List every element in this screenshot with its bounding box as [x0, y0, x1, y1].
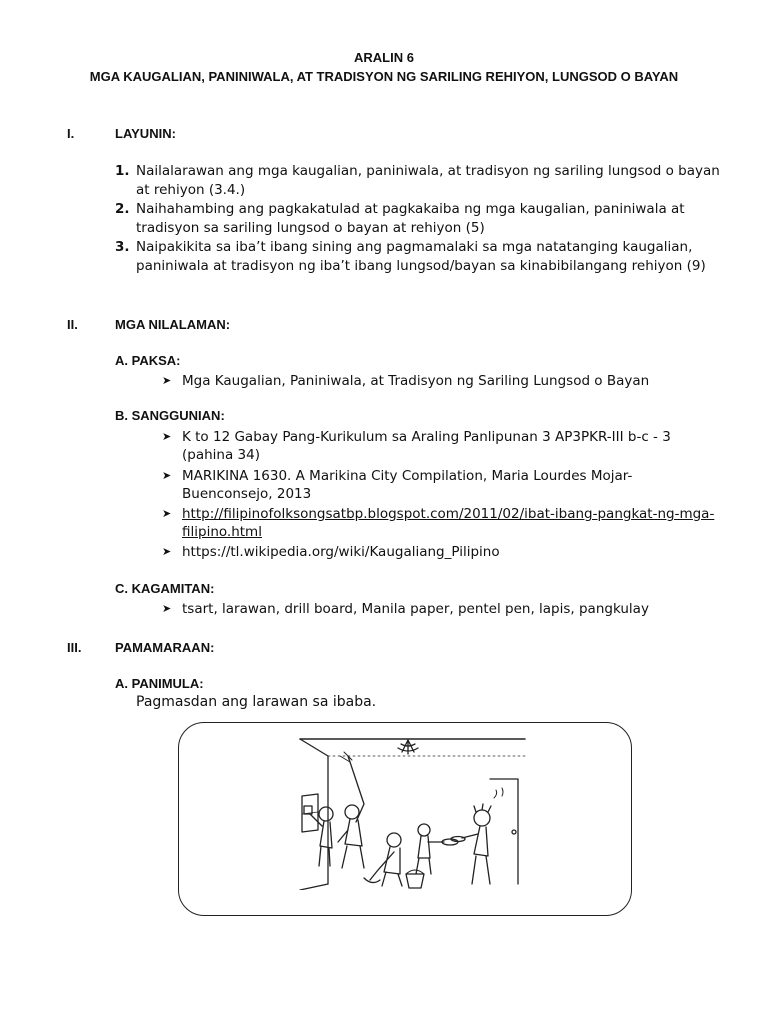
objective-text: Naipakikita sa iba’t ibang sining ang pagmamalaki sa mga natatanging kaugalian, paniniwala at tradisyon ng iba’t ibang lungsod/bayan sa kinabibilangang rehiyon (9) — [136, 239, 706, 274]
section-1-label: LAYUNIN: — [115, 126, 176, 141]
kagamitan-label: C. KAGAMITAN: — [115, 581, 215, 596]
panimula-instruction: Pagmasdan ang larawan sa ibaba. — [136, 694, 377, 710]
section-2-number: II. — [67, 317, 78, 332]
arrowhead-bullet-icon: ➤ — [162, 374, 172, 387]
lesson-title: MGA KAUGALIAN, PANINIWALA, AT TRADISYON NG SARILING REHIYON, LUNGSOD O BAYAN — [89, 69, 679, 84]
reference-link[interactable]: http://filipinofolksongsatbp.blogspot.com/2011/02/ibat-ibang-pangkat-ng-mga-filipino.html — [182, 506, 715, 540]
arrowhead-bullet-icon: ➤ — [162, 430, 172, 443]
objective-text: Naihahambing ang pagkakatulad at pagkakaiba ng mga kaugalian, paniniwala at tradisyon sa sariling lungsod o bayan at rehiyon (5) — [136, 201, 685, 236]
worksheet-page: ARALIN 6 MGA KAUGALIAN, PANINIWALA, AT TRADISYON NG SARILING REHIYON, LUNGSOD O BAYAN I. LAYUNIN: 1. Nailalarawan ang mga kaugalian, paniniwala, at tradisyon ng sariling lungsod o bayan at rehiyon (3.4.) 2. Naihahambing ang pagkakatulad at pagkakaiba ng mga kaugalian, paniniwala at tradisyon sa sariling lungsod o bayan at rehiyon (5) 3. Naipakikita sa iba’t ibang sining ang pagmamalaki sa mga natatanging kaugalian, paniniwala at tradisyon ng iba’t ibang lungsod/bayan sa kinabibilangang rehiyon (9) II. MGA NILALAMAN: A. PAKSA: ➤ Mga Kaugalian, Paniniwala, at Tradisyon ng Sariling Lungsod o Bayan B. SANGGUNIAN: ➤ K to 12 Gabay Pang-Kurikulum sa Araling Panlipunan 3 AP3PKR-III b-c - 3 (pahina 34) ➤ MARIKINA 1630. A Marikina City Compilation, Maria Lourdes Mojar-Buenconsejo, 2013 ➤ http://filipinofolksongsatbp.blogspot.com/2011/02/ibat-ibang-pangkat-ng-mga-filipino.html ➤ https://tl.wikipedia.org/wiki/Kaugaliang_Pilipino C. KAGAMITAN: ➤ tsart, larawan, drill board, Manila paper, pentel pen, lapis, pangkulay III. PAMAMARAAN: A. PANIMULA: Pagmasdan ang larawan sa ibaba. — [0, 0, 768, 1024]
section-2-label: MGA NILALAMAN: — [115, 317, 231, 332]
arrowhead-bullet-icon: ➤ — [162, 507, 172, 520]
objective-number: 1. — [115, 163, 130, 179]
section-3-label: PAMAMARAAN: — [115, 640, 215, 655]
objective-text: Nailalarawan ang mga kaugalian, paniniwala, at tradisyon ng sariling lungsod o bayan at rehiyon (3.4.) — [136, 163, 720, 198]
paksa-label: A. PAKSA: — [115, 353, 181, 368]
objective-number: 2. — [115, 201, 130, 217]
objective-number: 3. — [115, 239, 130, 255]
lesson-number: ARALIN 6 — [354, 50, 414, 65]
cleaning-family-illustration — [290, 734, 530, 890]
panimula-label: A. PANIMULA: — [115, 676, 204, 691]
arrowhead-bullet-icon: ➤ — [162, 545, 172, 558]
arrowhead-bullet-icon: ➤ — [162, 602, 172, 615]
arrowhead-bullet-icon: ➤ — [162, 469, 172, 482]
sanggunian-label: B. SANGGUNIAN: — [115, 408, 225, 423]
section-3-number: III. — [67, 640, 82, 655]
section-1-number: I. — [67, 126, 75, 141]
